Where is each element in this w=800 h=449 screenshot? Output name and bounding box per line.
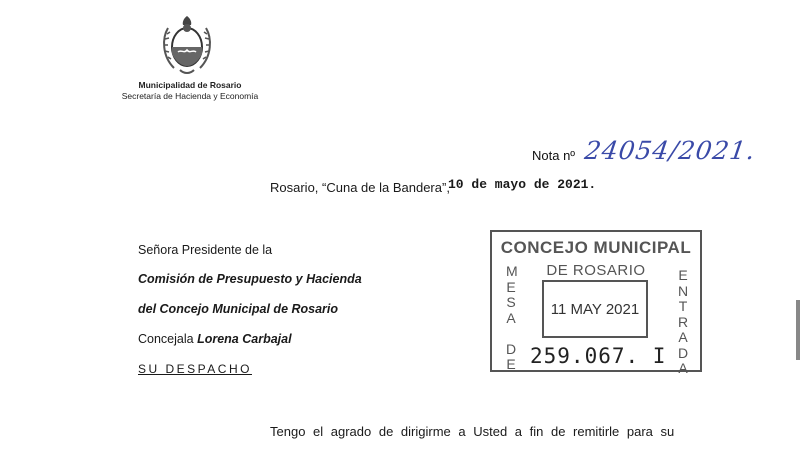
addressee-councilor-title: Concejala <box>138 332 198 346</box>
addressee-councilor-name: Lorena Carbajal <box>197 332 292 346</box>
coat-of-arms-seal-icon <box>160 14 214 76</box>
letterhead-secretariat: Secretaría de Hacienda y Economía <box>121 91 259 101</box>
addressee-su-despacho: SU DESPACHO <box>138 362 252 376</box>
stamp-date-box <box>542 280 648 338</box>
addressee-commission: Comisión de Presupuesto y Hacienda <box>138 272 362 286</box>
nota-number-handwritten: 24054/2021. <box>582 136 758 165</box>
stamp-date: 11 MAY 2021 <box>550 301 640 318</box>
date-typed: 10 de mayo de 2021. <box>448 177 597 192</box>
nota-label: Nota nº <box>532 148 576 163</box>
scan-edge-mark <box>796 300 800 360</box>
addressee-councilor <box>138 332 292 346</box>
reception-stamp <box>490 230 702 376</box>
stamp-handwritten-number: 259.067. I <box>530 344 667 368</box>
date-place: Rosario, “Cuna de la Bandera”, <box>270 180 450 195</box>
stamp-title: CONCEJO MUNICIPAL <box>500 238 692 257</box>
stamp-mesa-de: M E S A D E <box>506 263 518 372</box>
stamp-entrada: E N T R A D A <box>678 267 689 376</box>
addressee-line-1: Señora Presidente de la <box>138 243 273 257</box>
letterhead-municipality: Municipalidad de Rosario <box>138 80 242 90</box>
stamp-subtitle: DE ROSARIO <box>546 262 646 279</box>
addressee-council: del Concejo Municipal de Rosario <box>138 302 339 316</box>
body-paragraph: Tengo el agrado de dirigirme a Usted a fin de remitirle para su <box>270 424 675 439</box>
